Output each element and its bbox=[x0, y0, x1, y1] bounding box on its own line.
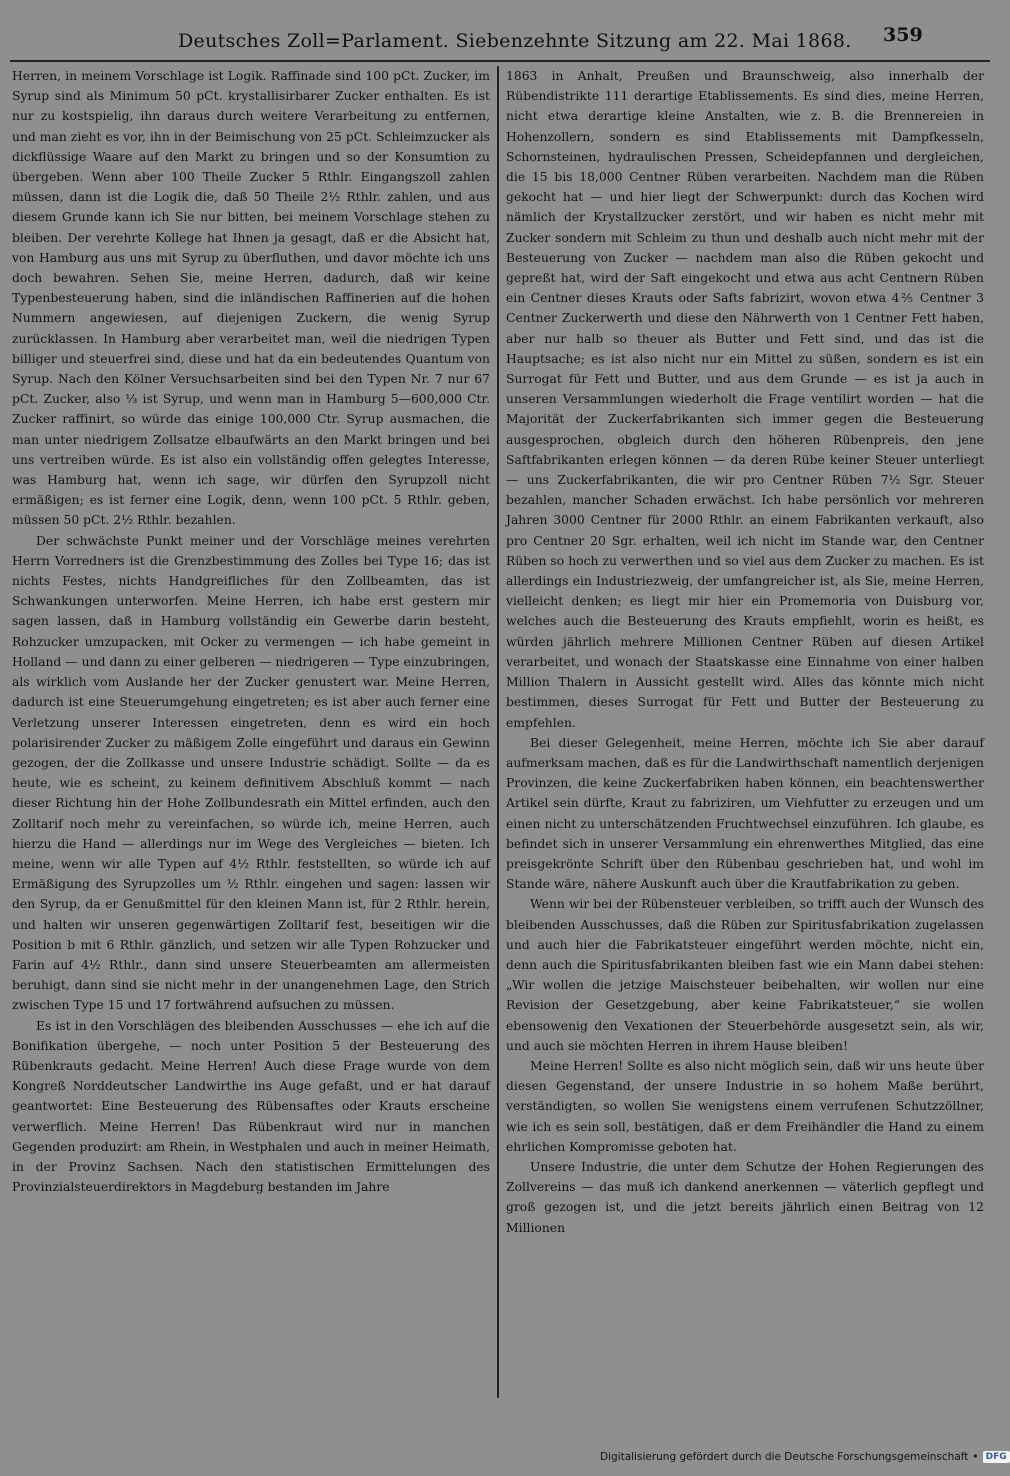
credit-text: Digitalisierung gefördert durch die Deutsche Forschungsgemeinschaft bbox=[600, 1451, 969, 1463]
paragraph: Bei dieser Gelegenheit, meine Herren, möchte ich Sie aber darauf aufmerksam machen, daß es für die Landwirthschaft namentlich derjenigen Provinzen, die keine Zuckerfabriken haben können, ein beachtenswerther Artikel sein dürfte, Kraut zu fabriziren, um Viehfutter zu erzeugen und um einen nicht zu unterschätzenden Fruchtwechsel einzuführen. Ich glaube, es befindet sich in unserer Versammlung ein ehrenwerthes Mitglied, das eine preisgekrönte Schrift über den Rübenbau geschrieben hat, und wohl im Stande wäre, nähere Auskunft auch über die Krautfabrikation zu geben. bbox=[506, 735, 984, 892]
paragraph: Herren, in meinem Vorschlage ist Logik. Raffinade sind 100 pCt. Zucker, im Syrup sind als Minimum 50 pCt. krystallisirbarer Zucker enthalten. Es ist nur zu kostspielig, ihn daraus durch weitere Verarbeitung zu entfernen, und man zieht es vor, ihn in der Beimischung von 25 pCt. Schleimzucker als dickflüssige Waare auf den Markt zu bringen und so der Konsumtion zu übergeben. Wenn aber 100 Theile Zucker 5 Rthlr. Eingangszoll zahlen müssen, dann ist die Logik die, daß 50 Theile 2½ Rthlr. zahlen, und aus diesem Grunde kann ich Sie nur bitten, bei meinem Vorschlage stehen zu bleiben. Der verehrte Kollege hat Ihnen ja gesagt, daß er die Absicht hat, von Hamburg aus uns mit Syrup zu überfluthen, und davor möchte ich uns doch bewahren. Sehen Sie, meine Herren, dadurch, daß wir keine Typenbesteuerung haben, sind die inländischen Raffinerien auf die hohen Nummern angewiesen, auf diejenigen Zuckern, die wenig Syrup zurücklassen. In Hamburg aber verarbeitet man, weil die niedrigen Typen billiger und steuerfrei sind, diese und hat da ein bedeutendes Quantum von Syrup. Nach den Kölner Versuchsarbeiten sind bei den Typen Nr. 7 nur 67 pCt. Zucker, also ⅓ ist Syrup, und wenn man in Hamburg 5—600,000 Ctr. Zucker raffinirt, so würde das einige 100,000 Ctr. Syrup ausmachen, die man unter niedrigem Zollsatze elbaufwärts an den Markt bringen und bei uns vertreiben würde. Es ist also ein vollständig offen gelegtes Interesse, was Hamburg hat, wenn ich sage, wir dürfen den Syrupzoll nicht ermäßigen; es ist ferner eine Logik, denn, wenn 100 pCt. 5 Rthlr. geben, müssen 50 pCt. 2½ Rthlr. bezahlen. bbox=[12, 69, 490, 528]
digitization-credit bbox=[600, 1451, 1010, 1463]
right-column bbox=[506, 66, 984, 1396]
dfg-logo: DFG bbox=[983, 1451, 1010, 1463]
page-number: 359 bbox=[883, 24, 923, 46]
paragraph: 1863 in Anhalt, Preußen und Braunschweig, also innerhalb der Rübendistrikte 111 derartige Etablissements. Es sind dies, meine Herren, nicht etwa derartige kleine Anstalten, wie z. B. die Brennereien in Hohenzollern, sondern es sind Etablissements mit Dampfkesseln, Schornsteinen, hydraulischen Pressen, Scheidepfannen und dergleichen, die 15 bis 18,000 Centner Rüben verarbeiten. Nachdem man die Rüben gekocht hat — und hier liegt der Schwerpunkt: durch das Kochen wird nämlich der Krystallzucker zerstört, und wir haben es nicht mehr mit Zucker sondern mit Schleim zu thun und deshalb auch nicht mehr mit der Besteuerung von Zucker — nachdem man also die Rüben gekocht und gepreßt hat, wird der Saft eingekocht und etwa aus acht Centnern Rüben ein Centner dieses Krauts oder Safts fabrizirt, wovon etwa 4⅖ Centner 3 Centner Zuckerwerth und diese den Nährwerth von 1 Centner Fett haben, aber nur halb so theuer als Butter und Fett sind, und das ist die Hauptsache; es ist also nicht nur ein Mittel zu süßen, sondern es ist ein Surrogat für Fett und Butter, und aus dem Grunde — es ist ja auch in unseren Versammlungen wiederholt die Frage ventilirt worden — hat die Majorität der Zuckerfabrikanten sich immer gegen die Besteuerung ausgesprochen, obgleich durch den höheren Rübenpreis, den jene Saftfabrikanten erlegen können — da deren Rübe keiner Steuer unterliegt — uns Zuckerfabrikanten, die wir pro Centner Rüben 7½ Sgr. Steuer bezahlen, mancher Schaden erwächst. Ich habe persönlich vor mehreren Jahren 3000 Centner für 2000 Rthlr. an einem Fabrikanten verkauft, also pro Centner 20 Sgr. erhalten, weil ich nicht im Stande war, den Centner Rüben so hoch zu verwerthen und so viel aus dem Zucker zu machen. Es ist allerdings ein Industriezweig, der umfangreicher ist, als Sie, meine Herren, vielleicht denken; es liegt mir hier ein Promemoria von Duisburg vor, welches auch die Besteuerung des Krauts empfiehlt, worin es heißt, es würden jährlich mehrere Millionen Centner Rüben auf diesen Artikel verarbeitet, und wonach der Staatskasse eine Einnahme von einer halben Million Thalern in Aussicht gestellt wird. Alles das könnte mich nicht bestimmen, dieses Surrogat für Fett und Butter der Besteuerung zu empfehlen. bbox=[506, 69, 984, 730]
paragraph: Wenn wir bei der Rübensteuer verbleiben, so trifft auch der Wunsch des bleibenden Ausschusses, daß die Rüben zur Spiritusfabrikation zugelassen und auch hier die Fabrikatsteuer eingeführt werden möchte, nicht ein, denn auch die Spiritusfabrikanten bleiben fast wie ein Mann dabei stehen: „Wir wollen die jetzige Maischsteuer beibehalten, wir wollen nur eine Revision der Gesetzgebung, aber keine Fabrikatsteuer,“ sie wollen ebensowenig den Vexationen der Steuerbehörde ausgesetzt sein, als wir, und auch sie möchten Herren in ihrem Hause bleiben! bbox=[506, 897, 984, 1053]
header-rule bbox=[10, 60, 990, 62]
separator-dot: • bbox=[972, 1451, 979, 1463]
paragraph: Meine Herren! Sollte es also nicht möglich sein, daß wir uns heute über diesen Gegenstand, der unsere Industrie in so hohem Maße berührt, verständigten, so wollen Sie wenigstens einem verrufenen Schutzzöllner, wie ich es sein soll, bestätigen, daß er dem Freihändler die Hand zu einem ehrlichen Kompromisse geboten hat. bbox=[506, 1058, 984, 1154]
paragraph: Unsere Industrie, die unter dem Schutze der Hohen Regierungen des Zollvereins — das muß ich dankend anerkennen — väterlich gepflegt und groß gezogen ist, und die jetzt bereits jährlich einen Beitrag von 12 Millionen bbox=[506, 1159, 984, 1235]
left-column bbox=[12, 66, 490, 1396]
paragraph: Der schwächste Punkt meiner und der Vorschläge meines verehrten Herrn Vorredners ist die Grenzbestimmung des Zolles bei Type 16; das ist nichts Festes, nichts Handgreifliches für den Zollbeamten, das ist Schwankungen unterworfen. Meine Herren, ich habe erst gestern mir sagen lassen, daß in Hamburg vollständig ein Gewerbe darin besteht, Rohzucker umzupacken, mit Ocker zu vermengen — ich habe gemeint in Holland — und dann zu einer gelberen — niedrigeren — Type einzubringen, als wirklich vom Auslande her der Zucker genustert war. Meine Herren, dadurch ist eine Steuerumgehung eingetreten; es ist aber auch ferner eine Verletzung unserer Interessen eingetreten, denn es wird ein hoch polarisirender Zucker zu mäßigem Zolle eingeführt und daraus ein Gewinn gezogen, der die Zollkasse und unsere Industrie schädigt. Sollte — da es heute, wie es scheint, zu keinem definitivem Abschluß kommt — nach dieser Richtung hin der Hohe Zollbundesrath ein Mittel erfinden, auch den Zolltarif noch mehr zu vereinfachen, so würde ich, meine Herren, auch hierzu die Hand — allerdings nur im Wege des Vergleiches — bieten. Ich meine, wenn wir alle Typen auf 4½ Rthlr. feststellten, so würde ich auf Ermäßigung des Syrupzolles um ½ Rthlr. eingehen und sagen: lassen wir den Syrup, da er Genußmittel für den kleinen Mann ist, für 2 Rthlr. herein, und halten wir unseren gegenwärtigen Zolltarif fest, beseitigen wir die Position b mit 6 Rthlr. gänzlich, und setzen wir alle Typen Rohzucker und Farin auf 4½ Rthlr., dann sind unsere Steuerbeamten am allermeisten beruhigt, dann sind sie nicht mehr in der unangenehmen Lage, den Strich zwischen Type 15 und 17 fortwährend aufsuchen zu müssen. bbox=[12, 533, 490, 1013]
page-header bbox=[0, 0, 1000, 58]
column-divider bbox=[497, 66, 499, 1398]
paragraph: Es ist in den Vorschlägen des bleibenden Ausschusses — ehe ich auf die Bonifikation übergehe, — noch unter Position 5 der Besteuerung des Rübenkrauts gedacht. Meine Herren! Auch diese Frage wurde von dem Kongreß Norddeutscher Landwirthe ins Auge gefaßt, und er hat darauf geantwortet: Eine Besteuerung des Rübensaftes oder Krauts erscheine verwerflich. Meine Herren! Das Rübenkraut wird nur in manchen Gegenden produzirt: am Rhein, in Westphalen und auch in meiner Heimath, in der Provinz Sachsen. Nach den statistischen Ermittelungen des Provinzialsteuerdirektors in Magdeburg bestanden im Jahre bbox=[12, 1018, 490, 1195]
running-head: Deutsches Zoll=Parlament. Siebenzehnte Sitzung am 22. Mai 1868. bbox=[178, 30, 852, 52]
